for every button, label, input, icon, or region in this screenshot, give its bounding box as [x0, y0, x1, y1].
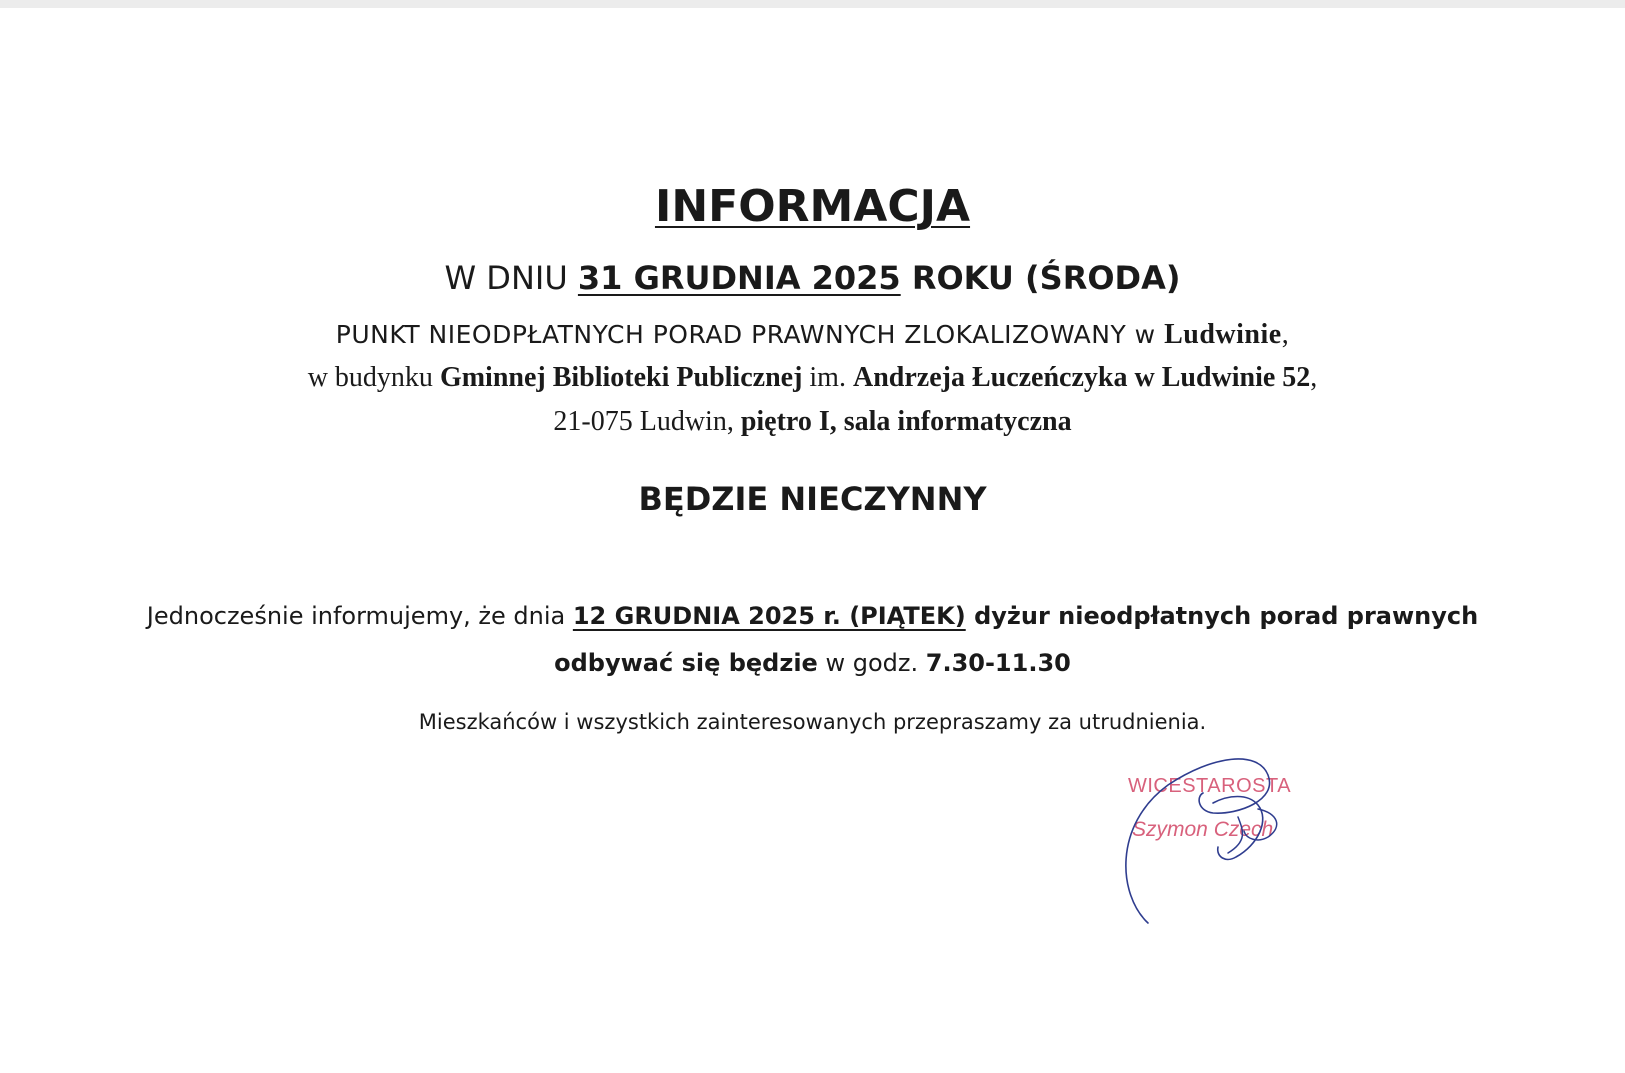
document-title	[0, 181, 1625, 232]
official-stamp	[1118, 745, 1318, 925]
date-prefix: W DNIU	[444, 259, 578, 297]
location-place: Ludwinie	[1164, 319, 1282, 350]
closure-date: 31 GRUDNIA 2025	[577, 259, 901, 297]
handwritten-signature	[1118, 745, 1318, 925]
address-comma: ,	[1310, 362, 1318, 393]
location-text: PUNKT NIEODPŁATNYCH PORAD PRAWNYCH ZLOKALIZOWANY w	[335, 320, 1165, 349]
date-line	[0, 259, 1625, 297]
apology-text: Mieszkańców i wszystkich zainteresowanych przepraszamy za utrudnienia.	[418, 710, 1207, 734]
date-suffix: ROKU (ŚRODA)	[900, 259, 1181, 297]
room-location: piętro I, sala informatyczna	[740, 406, 1072, 437]
info-part2: dyżur nieodpłatnych porad prawnych	[965, 602, 1479, 630]
closed-notice-text: BĘDZIE NIECZYNNY	[638, 480, 987, 518]
library-name: Gminnej Biblioteki Publicznej	[439, 362, 803, 393]
apology-line	[0, 710, 1625, 734]
stamp-title: WICESTAROSTA	[1128, 775, 1292, 797]
duty-date: 12 GRUDNIA 2025 r. (PIĄTEK)	[572, 602, 966, 630]
patron-name: Andrzeja Łuczeńczyka w Ludwinie 52	[852, 362, 1311, 393]
stamp-name: Szymon Czech	[1132, 818, 1274, 841]
info-part1: Jednocześnie informujemy, że dnia	[146, 602, 573, 630]
postal-address: 21-075 Ludwin,	[553, 406, 741, 437]
additional-info-line-2	[0, 649, 1625, 677]
title-text: INFORMACJA	[654, 181, 971, 232]
address-line-2	[0, 406, 1625, 438]
location-comma: ,	[1281, 319, 1290, 350]
address-part1: w budynku	[307, 362, 440, 393]
info-part3: odbywać się będzie	[554, 649, 818, 677]
address-line	[0, 362, 1625, 394]
scan-top-edge	[0, 0, 1625, 8]
additional-info-line-1	[0, 602, 1625, 630]
duty-hours: 7.30-11.30	[925, 649, 1071, 677]
address-part2: im.	[802, 362, 853, 393]
location-line	[0, 319, 1625, 351]
info-part4: w godz.	[817, 649, 926, 677]
closed-notice	[0, 480, 1625, 518]
